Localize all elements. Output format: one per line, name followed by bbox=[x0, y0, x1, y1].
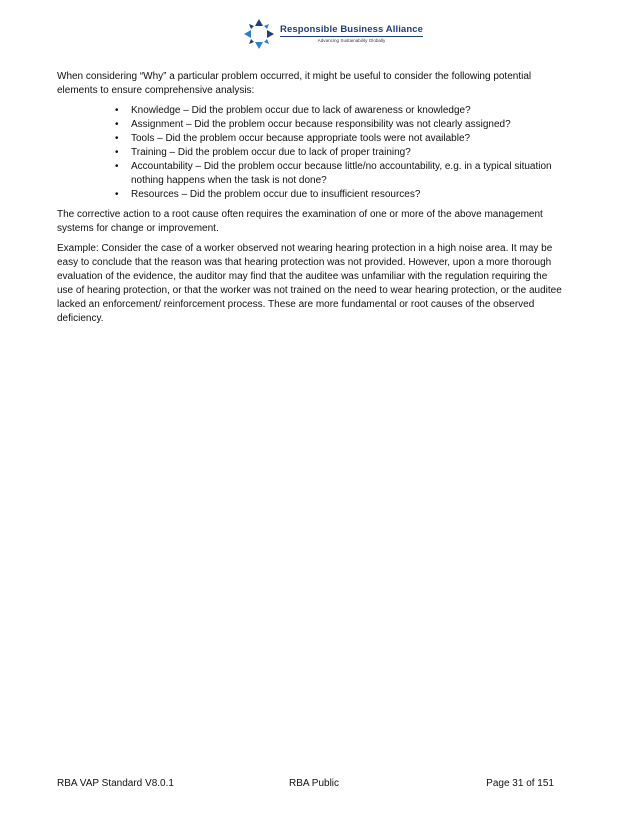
list-item-text: Assignment – Did the problem occur because responsibility was not clearly assigned? bbox=[131, 119, 511, 130]
footer-document-title: RBA VAP Standard V8.0.1 bbox=[57, 778, 174, 789]
page-footer bbox=[57, 777, 554, 791]
list-item-text: Resources – Did the problem occur due to insufficient resources? bbox=[131, 189, 421, 200]
logo-tagline: Advancing Sustainability Globally bbox=[317, 38, 386, 43]
list-item bbox=[57, 188, 562, 202]
example-paragraph: Example: Consider the case of a worker observed not wearing hearing protection in a high noise area. It may be easy to conclude that the reason was that hearing protection was not provided. However, upon a more thorough evaluation of the evidence, the auditor may find that the auditee was unfamiliar with the regulation requiring the use of hearing protection, or that the worker was not trained on the need to wear hearing protection, or the auditee lacked an enforcement/ reinforcement process. These are more fundamental or root causes of the observed deficiency. bbox=[57, 243, 562, 324]
intro-paragraph: When considering “Why” a particular problem occurred, it might be useful to consider the following potential elements to ensure comprehensive analysis: bbox=[57, 71, 532, 96]
list-item-text: Tools – Did the problem occur because appropriate tools were not available? bbox=[131, 133, 471, 144]
rba-logo-text bbox=[280, 24, 423, 44]
list-item-text: Knowledge – Did the problem occur due to lack of awareness or knowledge? bbox=[131, 105, 471, 116]
list-item bbox=[57, 104, 562, 118]
rba-logo-mark-icon bbox=[242, 18, 276, 50]
footer-page-number: Page 31 of 151 bbox=[486, 778, 554, 789]
list-item-text: Accountability – Did the problem occur because little/no accountability, e.g. in a typical situation nothing happens when the task is not done? bbox=[131, 161, 552, 186]
main-content bbox=[57, 70, 562, 326]
logo-title: Responsible Business Alliance bbox=[280, 24, 423, 35]
list-item bbox=[57, 160, 562, 188]
rba-logo bbox=[242, 18, 423, 50]
list-item bbox=[57, 132, 562, 146]
list-item-text: Training – Did the problem occur due to lack of proper training? bbox=[131, 147, 411, 158]
bullet-icon: • bbox=[115, 105, 119, 116]
analysis-elements-list bbox=[57, 104, 562, 202]
footer-classification: RBA Public bbox=[289, 778, 340, 789]
corrective-action-paragraph: The corrective action to a root cause often requires the examination of one or more of the above management systems for change or improvement. bbox=[57, 209, 543, 234]
bullet-icon: • bbox=[115, 119, 119, 130]
list-item bbox=[57, 118, 562, 132]
bullet-icon: • bbox=[115, 133, 119, 144]
bullet-icon: • bbox=[115, 147, 119, 158]
list-item bbox=[57, 146, 562, 160]
logo-divider bbox=[280, 36, 423, 37]
bullet-icon: • bbox=[115, 161, 119, 172]
bullet-icon: • bbox=[115, 189, 119, 200]
